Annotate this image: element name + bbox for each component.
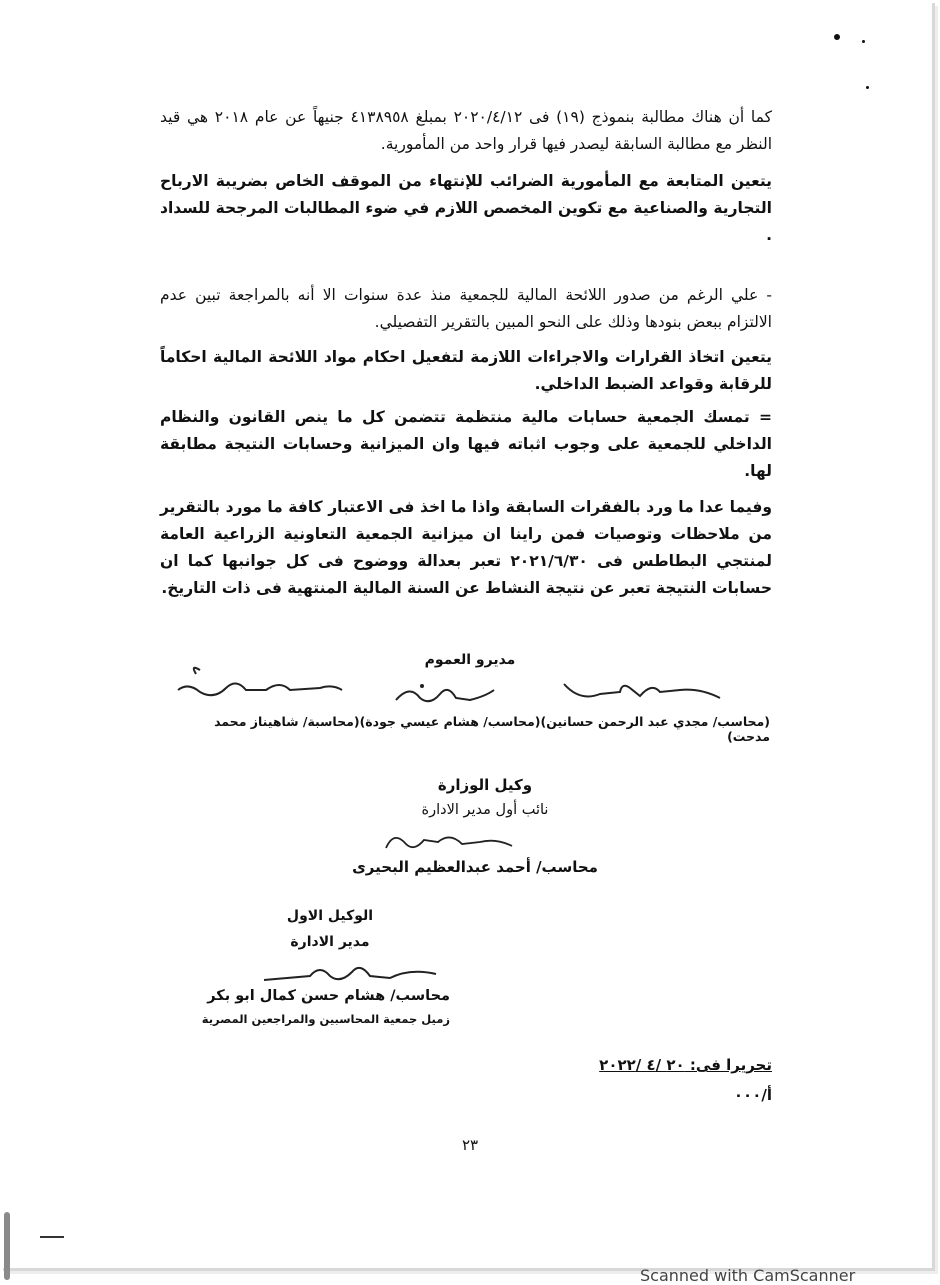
first-deputy-subtitle: مدير الادارة [290,934,370,950]
paragraph-audit-opinion: وفيما عدا ما ورد بالفقرات السابقة واذا ما اخذ فى الاعتبار كافة ما مورد بالتقرير من ملاحظات وتوصيات فمن راينا ان ميزانية الجمعية التعاونية الزراعية العامة لمنتجي البطاطس فى ٢٠٢١/٦/٣٠ تعبر بعدالة ووضوح فى كل جوانبها كما ان حسابات النتيجة تعبر عن نتيجة النشاط عن السنة المالية المنتهية فى ذات التاريخ. [160,498,772,597]
paragraph-tax-followup: يتعين المتابعة مع المأمورية الضرائب للإنتهاء من الموقف الخاص بضريبة الارباح التجارية والصناعية مع تكوين المخصص اللازم في ضوء المطالبات المرجحة للسداد . [160,172,772,244]
general-managers-heading: مديرو العموم [424,652,516,668]
document-date: تحريرا فى: ٢٠ /٤ /٢٠٢٢ [599,1056,772,1074]
signature-mark [170,660,350,706]
scanner-watermark: Scanned with CamScanner [640,1266,856,1285]
paragraph-regulation-enforcement: يتعين اتخاذ القرارات والاجراءات اللازمة لتفعيل احكام مواد اللائحة المالية احكاماً للرقابة وقواعد الضبط الداخلي. [160,348,772,393]
scan-mark [40,1236,64,1238]
corner-marks [832,28,872,98]
scrollbar[interactable] [4,1212,10,1280]
signature-mark [390,676,500,716]
page-number: ٢٣ [461,1136,479,1154]
paragraph-tax-claim: كما أن هناك مطالبة بنموذج (١٩) فى ٢٠٢٠/٤/١٢ بمبلغ ٤١٣٨٩٥٨ جنيهاً عن عام ٢٠١٨ هي قيد النظر مع مطالبة السابقة ليصدر فيها قرار واحد من المأمورية. [160,108,772,153]
signature-mark [560,672,730,712]
deputy-title: وكيل الوزارة [437,776,533,794]
first-deputy-name: محاسب/ هشام حسن كمال ابو بكر [207,988,450,1004]
general-managers-names: (محاسب/ مجدي عبد الرحمن حسانين)(محاسب/ هشام عيسي جودة)(محاسبة/ شاهيناز محمد مدحت) [214,714,770,744]
paragraph-accounting-records: = تمسك الجمعية حسابات مالية منتظمة تتضمن كل ما ينص القانون والنظام الداخلي للجمعية على وجوب اثباته فيها وان الميزانية وحسابات النتيجة مطابقة لها. [160,408,772,480]
document-reference: أ/٠٠٠ [733,1086,772,1104]
paragraph-financial-regulations: - علي الرغم من صدور اللائحة المالية للجمعية منذ عدة سنوات الا أنه بالمراجعة تبين عدم الالتزام ببعض بنودها وذلك على النحو المبين بالتقرير التفصيلي. [160,286,772,331]
signature-mark [260,956,440,988]
first-deputy-membership: زميل جمعية المحاسبين والمراجعين المصرية [201,1012,450,1026]
deputy-subtitle: نائب أول مدير الادارة [421,802,549,818]
signature-mark [380,822,520,856]
first-deputy-title: الوكيل الاول [286,908,374,924]
deputy-name: محاسب/ أحمد عبدالعظيم البحيرى [352,858,598,876]
